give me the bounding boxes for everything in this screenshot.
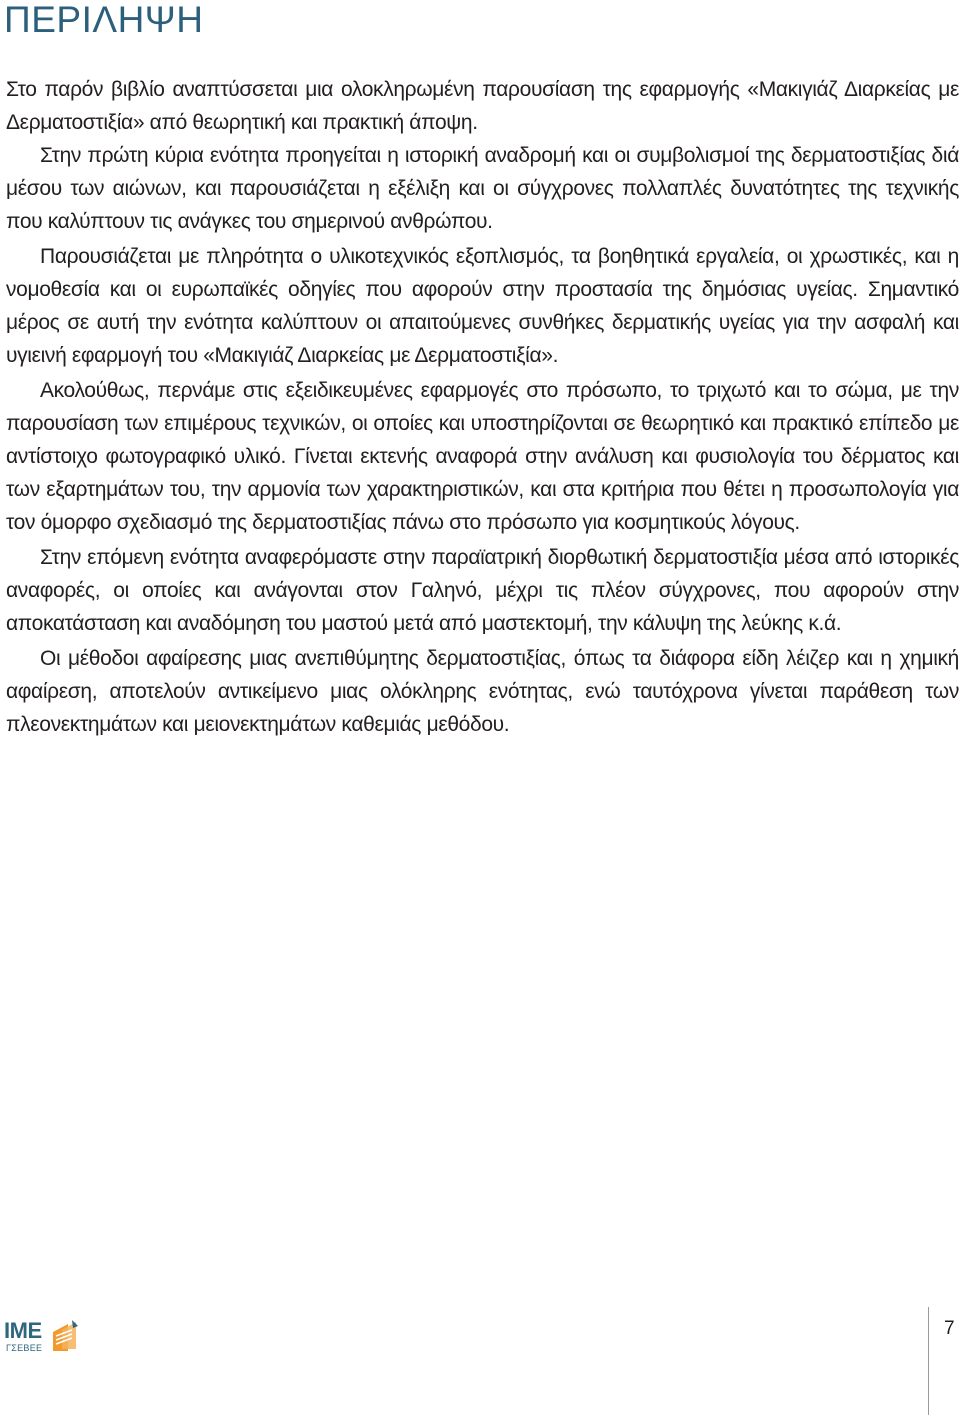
paragraph-paramedical: Στην επόμενη ενότητα αναφερόμαστε στην παραϊατρική διορθωτική δερματοστιξία μέσα από ιστορικές αναφορές, οι οποίες και ανάγονται στον Γαληνό, μέχρι τις πλέον σύγχρονες, που αφορούν στην αποκατάσταση και αναδόμηση του μαστού μετά από μαστεκτομή, την κάλυψη της λεύκης κ.ά. [6,546,959,635]
logo-ime-text: IME [4,1318,42,1343]
page-number: 7 [944,1318,955,1339]
ime-gsevee-logo-icon [48,1318,82,1354]
footer-divider [928,1307,929,1415]
paragraph-applications: Ακολούθως, περνάμε στις εξειδικευμένες εφαρμογές στο πρόσωπο, το τριχωτό και το σώμα, με την παρουσίαση των επιμέρους τεχνικών, οι οποίες και υποστηρίζονται σε θεωρητικό και πρακτικό επίπεδο με αντίστοιχο φωτογραφικό υλικό. Γίνεται εκτενής αναφορά στην ανάλυση και φυσιολογία του δέρματος και των εξαρτημάτων του, την αρμονία των χαρακτηριστικών, και στα κριτήρια που θέτει η προσωπολογία για τον όμορφο σχεδιασμό της δερματοστιξίας πάνω στο πρόσωπο για κοσμητικούς λόγους. [6,379,959,534]
paragraph-intro: Στο παρόν βιβλίο αναπτύσσεται μια ολοκληρωμένη παρουσίαση της εφαρμογής «Μακιγιάζ Διαρκείας με Δερματοστιξία» από θεωρητική και πρακτική άποψη. [6,78,959,134]
logo-gsevee-text: ΓΣΕΒΕΕ [6,1343,43,1353]
paragraph-history: Στην πρώτη κύρια ενότητα προηγείται η ιστορική αναδρομή και οι συμβολισμοί της δερματοστιξίας διά μέσου των αιώνων, και παρουσιάζεται η εξέλιξη και οι σύγχρονες πολλαπλές δυνατότητες της τεχνικής που καλύπτουν τις ανάγκες του σημερινού ανθρώπου. [6,144,959,233]
paragraph-equipment: Παρουσιάζεται με πληρότητα ο υλικοτεχνικός εξοπλισμός, τα βοηθητικά εργαλεία, οι χρωστικές, και η νομοθεσία και οι ευρωπαϊκές οδηγίες που αφορούν στην προστασία της δημόσιας υγείας. Σημαντικό μέρος σε αυτή την ενότητα καλύπτουν οι απαιτούμενες συνθήκες δερματικής υγείας για την ασφαλή και υγιεινή εφαρμογή του «Μακιγιάζ Διαρκείας με Δερματοστιξία». [6,245,959,367]
paragraph-removal: Οι μέθοδοι αφαίρεσης μιας ανεπιθύμητης δερματοστιξίας, όπως τα διάφορα είδη λέιζερ και η χημική αφαίρεση, αποτελούν αντικείμενο μιας ολόκληρης ενότητας, ενώ ταυτόχρονα γίνεται παράθεση των πλεονεκτημάτων και μειονεκτημάτων καθεμιάς μεθόδου. [6,647,959,736]
page-title: ΠΕΡΙΛΗΨΗ [4,0,204,40]
summary-body [6,73,959,741]
ime-gsevee-logo [4,1318,84,1358]
